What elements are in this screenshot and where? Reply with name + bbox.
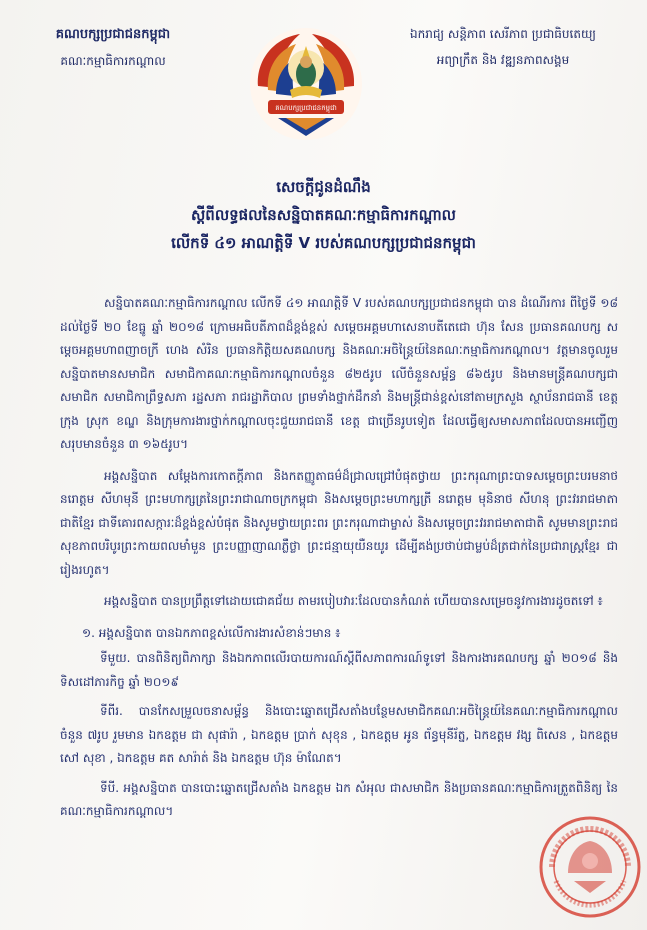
document-subtitle-1: ស្តីពីលទ្ធផលនៃសន្និបាតគណៈកម្មាធិការកណ្តាល: [191, 206, 456, 224]
party-logo: [246, 24, 366, 144]
header-left: [18, 26, 208, 71]
paragraph-1: សន្និបាតគណៈកម្មាធិការកណ្តាល លើកទី ៤១ អាណត្តិទី V របស់គណបក្សប្រជាជនកម្ពុជា បាន ដំណើរការ ពីថ្ងៃទី ១៨ ដល់ថ្ងៃទី ២០ ខែធ្នូ ឆ្នាំ ២០១៨ ក្រោមអធិបតីភាពដ៏ខ្ពង់ខ្ពស់ សម្តេចអគ្គមហាសេនាបតីតេជោ ហ៊ុន សែន ប្រធានគណបក្ស សម្តេចអគ្គមហាពញាចក្រី ហេង សំរិន ប្រធានកិត្តិយសគណបក្ស និងគណៈអចិន្ត្រៃយ៍នៃគណៈកម្មាធិការកណ្តាល។ វត្តមានចូលរួមសន្និបាតមានសមាជិក សមាជិកាគណៈកម្មាធិការកណ្តាលចំនួន ៨២៥រូប លើចំនួនសម្ព័ន្ធ ៨៦៥រូប និងមានមន្ត្រីគណបក្សជាសមាជិក សមាជិកាព្រឹទ្ធសភា រដ្ឋសភា រាជរដ្ឋាភិបាល ព្រមទាំងថ្នាក់ដឹកនាំ និងមន្ត្រីជាន់ខ្ពស់នៅតាមក្រសួង ស្ថាប័នរាជធានី ខេត្ត ក្រុង ស្រុក ខណ្ឌ និងក្រុមការងារថ្នាក់កណ្តាលចុះជួយរាជធានី ខេត្ត ជាច្រើនរូបទៀត ដែលធ្វើឲ្យសមាសភាពដែលបានអញ្ជើញសរុបមានចំនួន ៣ ១៦៥រូប។: [60, 296, 618, 451]
committee-name: គណៈកម្មាធិការកណ្តាល: [60, 54, 166, 68]
logo-banner-text: គណបក្សប្រជាជនកម្ពុជា: [275, 104, 337, 112]
national-motto-line2: អព្យាក្រឹត និង វឌ្ឍនភាពសង្គម: [436, 53, 570, 67]
party-name: គណបក្សប្រជាជនកម្ពុជា: [55, 27, 171, 42]
item-1-third: ទីបី. អង្គសន្និបាត បានបោះឆ្នោតជ្រើសតាំង ឯកឧត្តម ឯក សំអុល ជាសមាជិក និងប្រធានគណៈកម្មាធិការត្រួតពិនិត្យ នៃគណៈកម្មាធិការកណ្តាល។: [60, 780, 618, 818]
party-seal-stamp: [538, 815, 642, 919]
document-subtitle-2: លើកទី ៤១ អាណត្តិទី V របស់គណបក្សប្រជាជនកម្ពុជា: [171, 234, 476, 252]
paragraph-2: អង្គសន្និបាត សម្តែងការកោតក្តីភាព និងកតញ្ញូតាធម៌ដ៏ជ្រាលជ្រៅបំផុតថ្វាយ ព្រះករុណាព្រះបាទសម្តេចព្រះបរមនាថ នរោត្តម សីហមុនី ព្រះមហាក្សត្រនៃព្រះរាជាណាចក្រកម្ពុជា និងសម្តេចព្រះមហាក្សត្រី នរោត្តម មុនិនាថ សីហនុ ព្រះវររាជមាតាជាតិខ្មែរ ជាទីគោរពសក្ការៈដ៏ខ្ពង់ខ្ពស់បំផុត និងសូមថ្វាយព្រះពរ ព្រះករុណាជាម្ចាស់ និងសម្តេចព្រះវររាជមាតាជាតិ សូមមានព្រះរាជសុខភាពបរិបូរព្រះកាយពលមាំមួន ព្រះបញ្ញាញាណភ្លឺថ្លា ព្រះជន្មាយុយឺនយូរ ដើម្បីគង់ប្រថាប់ជាម្លប់ដ៏ត្រជាក់នៃប្រជារាស្ត្រខ្មែរ ជារៀងរហូត។: [60, 468, 618, 577]
header-right: [372, 26, 634, 70]
item-1-second: ទីពីរ. បានកែសម្រួលចនាសម្ព័ន្ធ និងបោះឆ្នោតជ្រើសតាំងបន្ថែមសមាជិកគណៈអចិន្ត្រៃយ៍នៃគណៈកម្មាធិការកណ្តាល ចំនួន ៧រូប រួមមាន ឯកឧត្តម ជា សុផារ៉ា , ឯកឧត្តម ប្រាក់ សុខុន , ឯកឧត្តម អូន ព័ន្ធមុនីរ័ត្ន, ឯកឧត្តម វង្ស ពិសេន , ឯកឧត្តម សៅ សុខា , ឯកឧត្តម គត សារ៉ាត់ និង ឯកឧត្តម ហ៊ុន ម៉ាណែត។: [60, 704, 618, 765]
paragraph-3: អង្គសន្និបាត បានប្រព្រឹត្តទៅដោយជោគជ័យ តាមរបៀបវារៈដែលបានកំណត់ ហើយបានសម្រេចនូវការងារដូចតទៅ ៖: [104, 594, 603, 608]
national-motto-line1: ឯករាជ្យ សន្តិភាព សេរីភាព ប្រជាធិបតេយ្យ: [410, 27, 596, 41]
document-title: សេចក្តីជូនដំណឹង: [276, 178, 371, 196]
item-1-heading: ១. អង្គសន្និបាត បានឯកភាពខ្ពស់លើការងារសំខាន់ៗមាន ៖: [82, 625, 341, 640]
item-1-first: ទីមួយ. បានពិនិត្យពិភាក្សា និងឯកភាពលើរបាយការណ៍ស្តីពីសភាពការណ៍ទូទៅ និងការងារគណបក្ស ឆ្នាំ ២០១៨ និងទិសដៅភារកិច្ច ឆ្នាំ ២០១៩: [60, 651, 618, 689]
document-body: [60, 292, 618, 830]
